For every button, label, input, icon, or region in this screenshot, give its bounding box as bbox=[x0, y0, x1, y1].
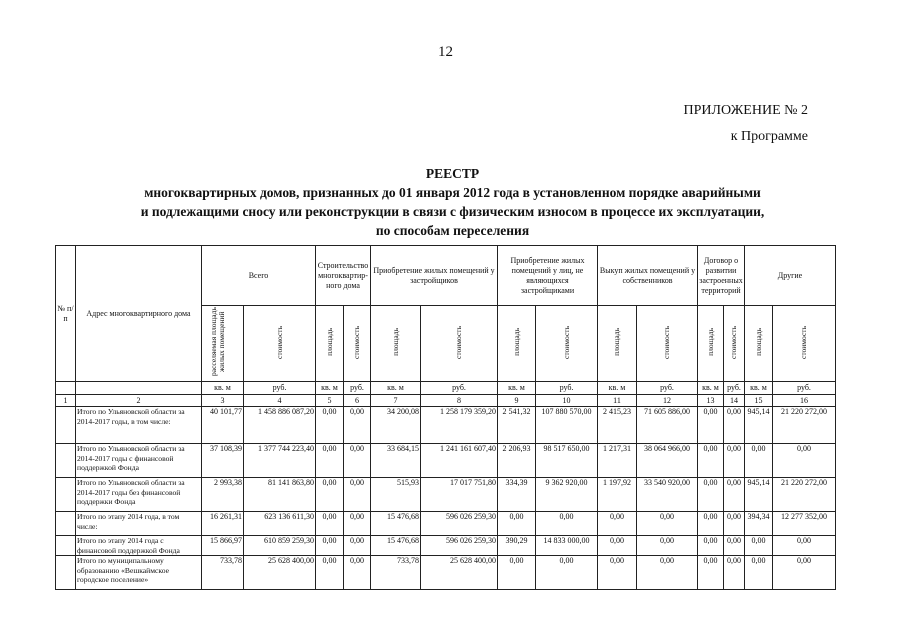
subheader-cost: стоимость bbox=[799, 325, 808, 359]
value-cell: 12 277 352,00 bbox=[773, 512, 836, 536]
value-cell: 515,93 bbox=[371, 478, 421, 512]
title-line-3: и подлежащими сносу или реконструкции в связи с физическим износом в процессе их эксплуатации, bbox=[140, 204, 765, 219]
value-cell: 21 220 272,00 bbox=[773, 478, 836, 512]
header-total: Всего bbox=[202, 246, 316, 306]
document-title bbox=[0, 164, 905, 240]
value-cell: 15 866,97 bbox=[202, 536, 244, 556]
column-number: 4 bbox=[244, 395, 316, 407]
value-cell: 0,00 bbox=[598, 536, 637, 556]
subheader-area: площадь bbox=[324, 328, 334, 356]
column-number: 6 bbox=[344, 395, 371, 407]
row-label: Итого по Ульяновской области за 2014-2017 годы, в том числе: bbox=[76, 407, 202, 444]
table-row bbox=[56, 444, 836, 478]
value-cell: 0,00 bbox=[637, 512, 698, 536]
header-development-agreement: Договор о развитии застроенных территорий bbox=[698, 246, 745, 306]
title-line-4: по способам переселения bbox=[375, 223, 530, 238]
value-cell: 945,14 bbox=[745, 478, 773, 512]
value-cell: 2 993,38 bbox=[202, 478, 244, 512]
value-cell: 15 476,68 bbox=[371, 536, 421, 556]
row-number-cell bbox=[56, 512, 76, 536]
value-cell: 0,00 bbox=[316, 556, 344, 590]
unit-cell: руб. bbox=[724, 382, 745, 395]
unit-cell: кв. м bbox=[371, 382, 421, 395]
column-number: 7 bbox=[371, 395, 421, 407]
value-cell: 0,00 bbox=[724, 444, 745, 478]
value-cell: 2 206,93 bbox=[498, 444, 536, 478]
value-cell: 0,00 bbox=[698, 536, 724, 556]
value-cell: 610 859 259,30 bbox=[244, 536, 316, 556]
unit-cell: руб. bbox=[344, 382, 371, 395]
unit-cell: кв. м bbox=[316, 382, 344, 395]
register-table bbox=[55, 245, 836, 590]
value-cell: 0,00 bbox=[773, 556, 836, 590]
subheader-area: площадь bbox=[511, 328, 521, 356]
value-cell: 98 517 650,00 bbox=[536, 444, 598, 478]
value-cell: 40 101,77 bbox=[202, 407, 244, 444]
column-numbers-row bbox=[56, 395, 836, 407]
value-cell: 0,00 bbox=[773, 444, 836, 478]
subheader-cost: стоимость bbox=[662, 325, 671, 359]
row-number-cell bbox=[56, 536, 76, 556]
title-line-1: РЕЕСТР bbox=[425, 166, 480, 181]
subheader-cost: стоимость bbox=[274, 325, 284, 359]
column-number: 10 bbox=[536, 395, 598, 407]
value-cell: 0,00 bbox=[698, 407, 724, 444]
header-address: Адрес многоквартирного дома bbox=[76, 246, 202, 382]
value-cell: 0,00 bbox=[316, 444, 344, 478]
subheader-resettled-area: расселяемая площадь жилых помещений bbox=[208, 307, 226, 377]
value-cell: 0,00 bbox=[598, 512, 637, 536]
column-number: 8 bbox=[421, 395, 498, 407]
column-number: 1 bbox=[56, 395, 76, 407]
value-cell: 0,00 bbox=[698, 556, 724, 590]
value-cell: 37 108,39 bbox=[202, 444, 244, 478]
subheader-area: площадь bbox=[390, 328, 400, 356]
value-cell: 0,00 bbox=[637, 556, 698, 590]
value-cell: 0,00 bbox=[698, 444, 724, 478]
value-cell: 733,78 bbox=[202, 556, 244, 590]
subheader-area: площадь bbox=[753, 328, 763, 356]
value-cell: 596 026 259,30 bbox=[421, 536, 498, 556]
table-row bbox=[56, 478, 836, 512]
column-number: 15 bbox=[745, 395, 773, 407]
value-cell: 0,00 bbox=[698, 478, 724, 512]
row-number-cell bbox=[56, 556, 76, 590]
value-cell: 1 197,92 bbox=[598, 478, 637, 512]
value-cell: 0,00 bbox=[536, 556, 598, 590]
column-number: 14 bbox=[724, 395, 745, 407]
value-cell: 945,14 bbox=[745, 407, 773, 444]
value-cell: 0,00 bbox=[316, 478, 344, 512]
header-num: № п/п bbox=[56, 246, 76, 382]
subheader-cost: стоимость bbox=[352, 325, 361, 359]
value-cell: 0,00 bbox=[724, 536, 745, 556]
value-cell: 14 833 000,00 bbox=[536, 536, 598, 556]
value-cell: 2 541,32 bbox=[498, 407, 536, 444]
unit-cell: кв. м bbox=[202, 382, 244, 395]
appendix-subtitle: к Программе bbox=[730, 129, 808, 144]
column-number: 16 bbox=[773, 395, 836, 407]
column-number: 2 bbox=[76, 395, 202, 407]
row-number-cell bbox=[56, 444, 76, 478]
value-cell: 390,29 bbox=[498, 536, 536, 556]
value-cell: 0,00 bbox=[344, 512, 371, 536]
value-cell: 0,00 bbox=[724, 407, 745, 444]
value-cell: 394,34 bbox=[745, 512, 773, 536]
subheader-area: площадь bbox=[705, 328, 715, 356]
appendix-heading bbox=[684, 98, 809, 150]
value-cell: 0,00 bbox=[637, 536, 698, 556]
unit-cell: кв. м bbox=[498, 382, 536, 395]
header-buyout: Выкуп жилых помещений у собственников bbox=[598, 246, 698, 306]
page-number: 12 bbox=[438, 44, 453, 60]
unit-cell: руб. bbox=[637, 382, 698, 395]
subheader-cost: стоимость bbox=[729, 325, 738, 359]
unit-cell: кв. м bbox=[598, 382, 637, 395]
row-label: Итого по муниципальному образованию «Вешкаймское городское поселение» bbox=[76, 556, 202, 590]
value-cell: 0,00 bbox=[745, 536, 773, 556]
value-cell: 0,00 bbox=[316, 407, 344, 444]
value-cell: 0,00 bbox=[773, 536, 836, 556]
value-cell: 33 684,15 bbox=[371, 444, 421, 478]
unit-cell: руб. bbox=[244, 382, 316, 395]
value-cell: 71 605 886,00 bbox=[637, 407, 698, 444]
column-number: 12 bbox=[637, 395, 698, 407]
value-cell: 15 476,68 bbox=[371, 512, 421, 536]
row-number-cell bbox=[56, 478, 76, 512]
unit-cell: руб. bbox=[773, 382, 836, 395]
value-cell: 0,00 bbox=[344, 444, 371, 478]
value-cell: 334,39 bbox=[498, 478, 536, 512]
value-cell: 0,00 bbox=[344, 478, 371, 512]
value-cell: 1 458 886 087,20 bbox=[244, 407, 316, 444]
value-cell: 9 362 920,00 bbox=[536, 478, 598, 512]
value-cell: 107 880 570,00 bbox=[536, 407, 598, 444]
unit-cell: руб. bbox=[536, 382, 598, 395]
row-label: Итого по Ульяновской области за 2014-2017 годы с финансовой поддержкой Фонда bbox=[76, 444, 202, 478]
row-label: Итого по Ульяновской области за 2014-2017 годы без финансовой поддержки Фонда bbox=[76, 478, 202, 512]
value-cell: 623 136 611,30 bbox=[244, 512, 316, 536]
subheader-cost: стоимость bbox=[454, 325, 463, 359]
value-cell: 0,00 bbox=[316, 536, 344, 556]
value-cell: 2 415,23 bbox=[598, 407, 637, 444]
table-row bbox=[56, 512, 836, 536]
value-cell: 0,00 bbox=[698, 512, 724, 536]
value-cell: 0,00 bbox=[745, 556, 773, 590]
column-number: 9 bbox=[498, 395, 536, 407]
header-purchase-developers: Приобретение жилых помещений у застройщиков bbox=[371, 246, 498, 306]
value-cell: 0,00 bbox=[745, 444, 773, 478]
value-cell: 0,00 bbox=[498, 512, 536, 536]
row-number-cell bbox=[56, 407, 76, 444]
value-cell: 0,00 bbox=[344, 536, 371, 556]
unit-cell: кв. м bbox=[698, 382, 724, 395]
value-cell: 0,00 bbox=[344, 407, 371, 444]
value-cell: 0,00 bbox=[498, 556, 536, 590]
value-cell: 25 628 400,00 bbox=[244, 556, 316, 590]
value-cell: 38 064 966,00 bbox=[637, 444, 698, 478]
table-row bbox=[56, 556, 836, 590]
table-row bbox=[56, 536, 836, 556]
value-cell: 0,00 bbox=[344, 556, 371, 590]
subheader-area: площадь bbox=[612, 328, 621, 356]
title-line-2: многоквартирных домов, признанных до 01 января 2012 года в установленном порядке аварийными bbox=[144, 185, 761, 200]
value-cell: 1 377 744 223,40 bbox=[244, 444, 316, 478]
header-construction: Строительство многоквартир-ного дома bbox=[316, 246, 371, 306]
units-row bbox=[56, 382, 836, 395]
value-cell: 25 628 400,00 bbox=[421, 556, 498, 590]
value-cell: 0,00 bbox=[724, 478, 745, 512]
value-cell: 733,78 bbox=[371, 556, 421, 590]
row-label: Итого по этапу 2014 года, в том числе: bbox=[76, 512, 202, 536]
value-cell: 0,00 bbox=[536, 512, 598, 536]
value-cell: 21 220 272,00 bbox=[773, 407, 836, 444]
value-cell: 81 141 863,80 bbox=[244, 478, 316, 512]
unit-cell: кв. м bbox=[745, 382, 773, 395]
row-label: Итого по этапу 2014 года с финансовой поддержкой Фонда bbox=[76, 536, 202, 556]
value-cell: 1 217,31 bbox=[598, 444, 637, 478]
value-cell: 17 017 751,80 bbox=[421, 478, 498, 512]
value-cell: 1 241 161 607,40 bbox=[421, 444, 498, 478]
value-cell: 0,00 bbox=[724, 556, 745, 590]
column-number: 3 bbox=[202, 395, 244, 407]
column-number: 11 bbox=[598, 395, 637, 407]
value-cell: 0,00 bbox=[598, 556, 637, 590]
value-cell: 0,00 bbox=[316, 512, 344, 536]
column-number: 13 bbox=[698, 395, 724, 407]
column-number: 5 bbox=[316, 395, 344, 407]
value-cell: 34 200,08 bbox=[371, 407, 421, 444]
value-cell: 596 026 259,30 bbox=[421, 512, 498, 536]
header-purchase-non-developers: Приобретение жилых помещений у лиц, не являющихся застройщиками bbox=[498, 246, 598, 306]
header-other: Другие bbox=[745, 246, 836, 306]
value-cell: 1 258 179 359,20 bbox=[421, 407, 498, 444]
value-cell: 0,00 bbox=[724, 512, 745, 536]
value-cell: 33 540 920,00 bbox=[637, 478, 698, 512]
table-row bbox=[56, 407, 836, 444]
appendix-title: ПРИЛОЖЕНИЕ № 2 bbox=[683, 103, 808, 118]
subheader-cost: стоимость bbox=[561, 325, 571, 359]
value-cell: 16 261,31 bbox=[202, 512, 244, 536]
unit-cell: руб. bbox=[421, 382, 498, 395]
